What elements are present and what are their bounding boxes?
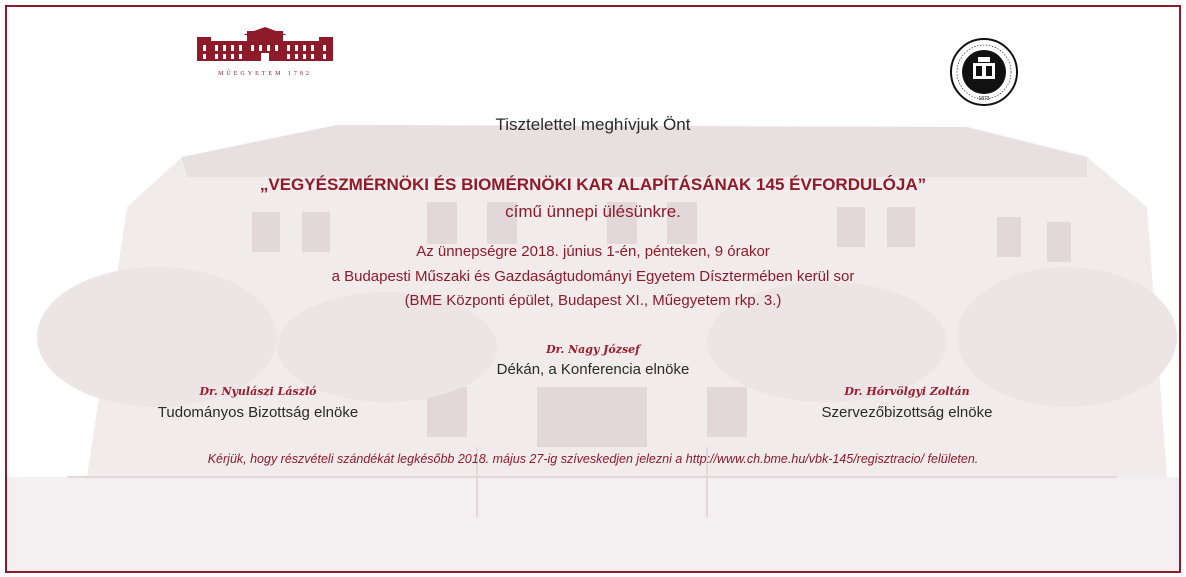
event-venue-line: a Budapesti Műszaki és Gazdaságtudományi Egyetem Dísztermében kerül sor — [331, 268, 855, 285]
bme-logo — [195, 27, 335, 79]
event-title: „VEGYÉSZMÉRNÖKI ÉS BIOMÉRNÖKI KAR ALAPÍTÁSÁNAK 145 ÉVFORDULÓJA” — [259, 175, 927, 194]
organizing-chair-signature: Dr. Hórvölgyi Zoltán — [844, 385, 970, 398]
invitation-card — [5, 5, 1181, 573]
registration-note: Kérjük, hogy részvételi szándékát legkésőbb 2018. május 27-ig szíveskedjen jelezni a http://www.ch.bme.hu/vbk-145/regisztracio/ felületen. — [207, 452, 979, 466]
greeting-text: Tisztelettel meghívjuk Önt — [495, 115, 691, 134]
scientific-chair-signature: Dr. Nyulászi László — [199, 385, 317, 398]
bme-building-logo-icon — [195, 27, 335, 63]
dean-role: Dékán, a Konferencia elnöke — [496, 361, 690, 378]
scientific-chair-role: Tudományos Bizottság elnöke — [157, 404, 359, 421]
faculty-seal-caption: 1873 — [978, 96, 990, 102]
event-date-line: Az ünnepségre 2018. június 1-én, pénteken, 9 órakor — [416, 243, 770, 260]
organizing-chair-role: Szervezőbizottság elnöke — [821, 404, 993, 421]
event-address-line: (BME Központi épület, Budapest XI., Műegyetem rkp. 3.) — [404, 292, 782, 309]
bme-logo-caption: MŰEGYETEM 1782 — [218, 71, 312, 77]
dean-signature: Dr. Nagy József — [546, 343, 640, 356]
faculty-seal — [949, 37, 1019, 107]
event-subtitle: című ünnepi ülésünkre. — [505, 202, 681, 221]
